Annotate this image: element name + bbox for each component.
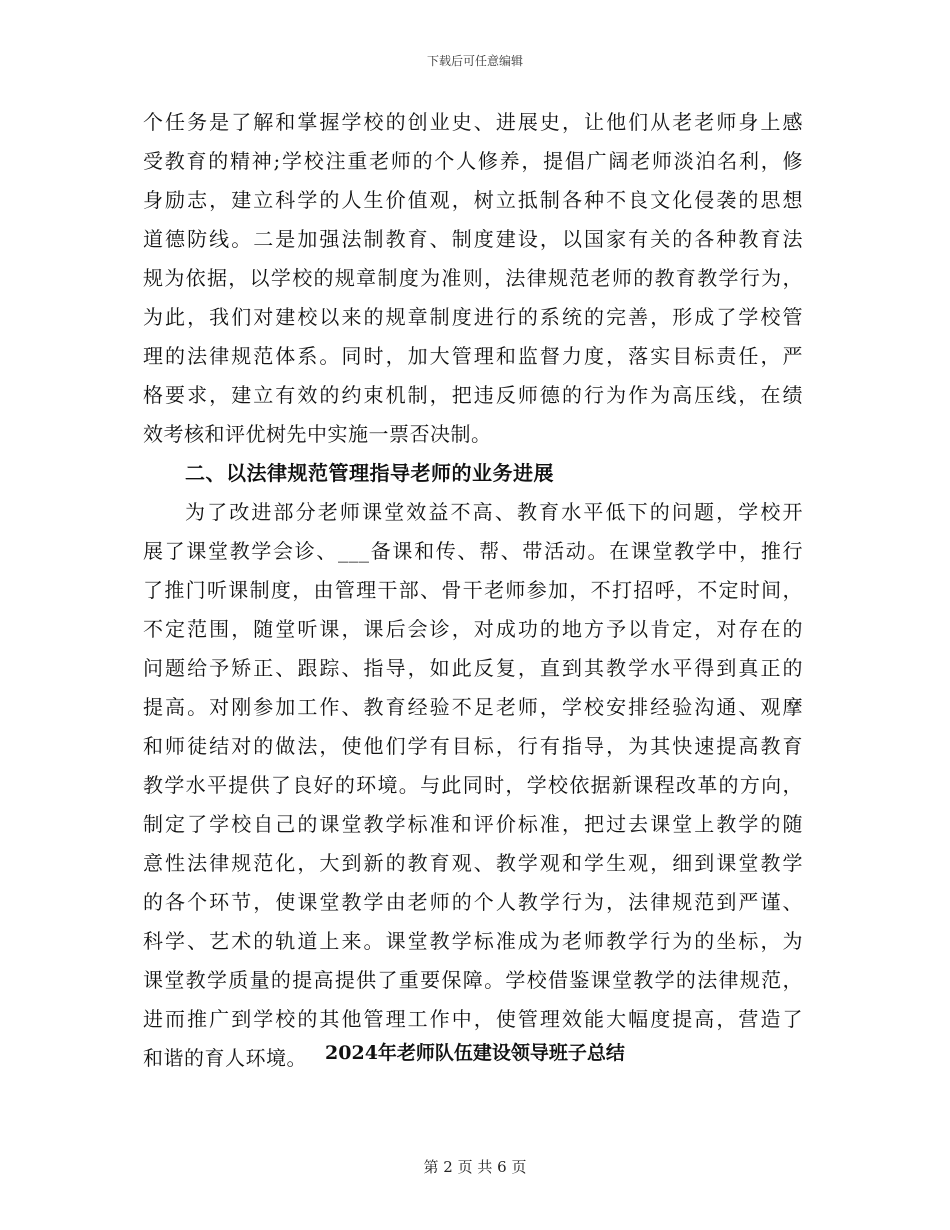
text-line: 问题给予矫正、跟踪、指导，如此反复，直到其教学水平得到真正的 [143, 656, 803, 680]
text-line: 规为依据，以学校的规章制度为准则，法律规范老师的教育教学行为， [143, 266, 803, 290]
text-line: 的各个环节，使课堂教学由老师的个人教学行为，法律规范到严谨、 [143, 890, 803, 914]
text-line: 个任务是了解和掌握学校的创业史、进展史，让他们从老老师身上感 [143, 110, 803, 134]
document-title: 2024年老师队伍建设领导班子总结 [325, 1042, 625, 1064]
page-header: 下载后可任意编辑 [426, 54, 523, 68]
text-line: 教学水平提供了良好的环境。与此同时，学校依据新课程改革的方向， [143, 773, 803, 797]
text-line: 了推门听课制度，由管理干部、骨干老师参加，不打招呼，不定时间， [143, 578, 803, 602]
text-line: 为了改进部分老师课堂效益不高、教育水平低下的问题，学校开 [185, 500, 803, 524]
section-heading: 二、以法律规范管理指导老师的业务进展 [185, 461, 554, 485]
paragraph-1 [143, 103, 803, 454]
text-line: 课堂教学质量的提高提供了重要保障。学校借鉴课堂教学的法律规范， [143, 968, 803, 992]
text-line: 道德防线。二是加强法制教育、制度建设，以国家有关的各种教育法 [143, 227, 803, 251]
text-line: 提高。对刚参加工作、教育经验不足老师，学校安排经验沟通、观摩 [143, 695, 803, 719]
text-line: 格要求，建立有效的约束机制，把违反师德的行为作为高压线，在绩 [143, 383, 803, 407]
text-line: 为此，我们对建校以来的规章制度进行的系统的完善，形成了学校管 [143, 305, 803, 329]
text-line: 效考核和评优树先中实施一票否决制。 [143, 422, 492, 446]
text-line: 展了课堂教学会诊、___备课和传、帮、带活动。在课堂教学中，推行 [143, 539, 803, 563]
text-line: 和师徒结对的做法，使他们学有目标，行有指导，为其快速提高教育 [143, 734, 803, 758]
text-line: 进而推广到学校的其他管理工作中，使管理效能大幅度提高，营造了 [143, 1007, 803, 1031]
text-line: 科学、艺术的轨道上来。课堂教学标准成为老师教学行为的坐标，为 [143, 929, 803, 953]
text-line: 制定了学校自己的课堂教学标准和评价标准，把过去课堂上教学的随 [143, 812, 803, 836]
page-number: 第 2 页 共 6 页 [423, 1158, 527, 1176]
text-line: 不定范围，随堂听课，课后会诊，对成功的地方予以肯定，对存在的 [143, 617, 803, 641]
text-line: 理的法律规范体系。同时，加大管理和监督力度，落实目标责任，严 [143, 344, 803, 368]
text-line: 受教育的精神;学校注重老师的个人修养，提倡广阔老师淡泊名利，修 [143, 149, 803, 173]
paragraph-2 [143, 493, 803, 1078]
document-body [143, 103, 803, 1078]
text-line: 意性法律规范化，大到新的教育观、教学观和学生观，细到课堂教学 [143, 851, 803, 875]
text-line: 身励志，建立科学的人生价值观，树立抵制各种不良文化侵袭的思想 [143, 188, 803, 212]
text-line: 和谐的育人环境。 [143, 1046, 307, 1070]
